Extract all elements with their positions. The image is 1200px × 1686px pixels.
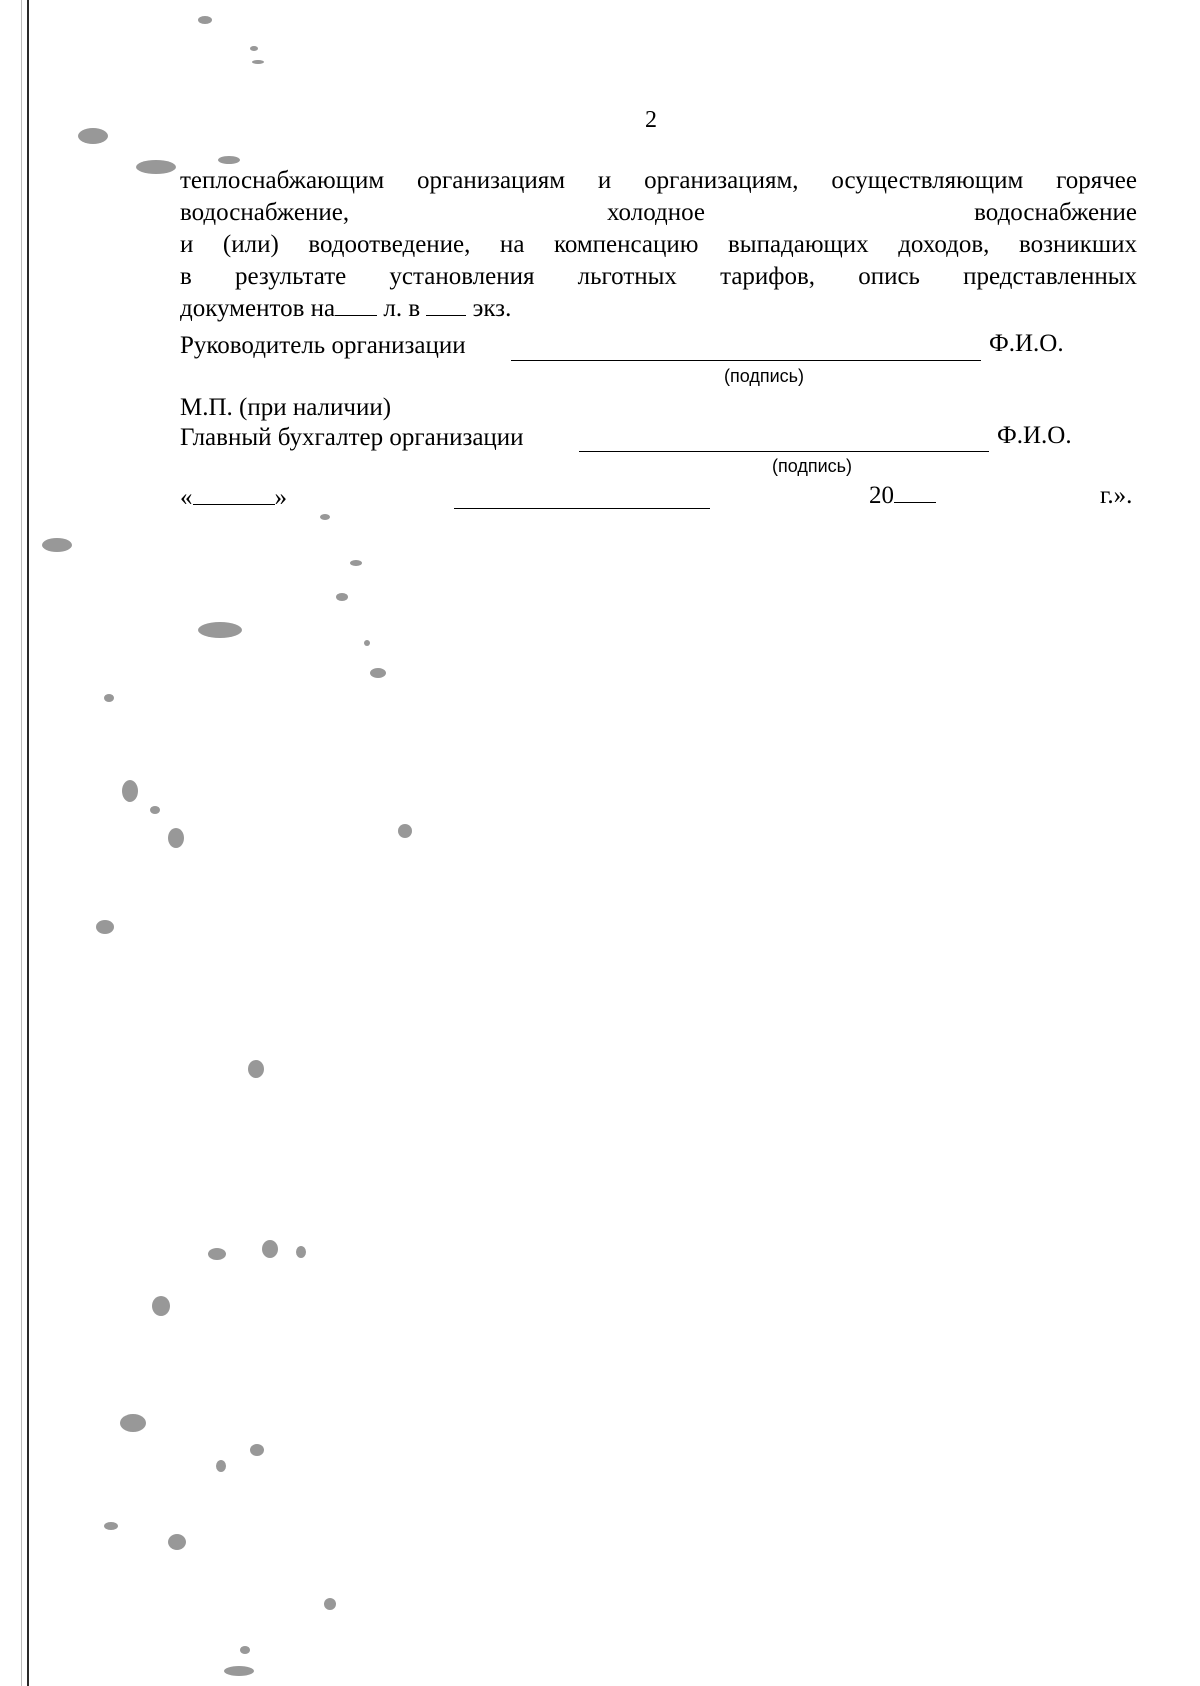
scan-speck	[296, 1246, 306, 1258]
date-open-quote: «	[180, 484, 193, 511]
scan-speck	[168, 1534, 186, 1550]
paragraph-line-2-c: водоснабжение	[974, 199, 1137, 226]
paragraph-line-5-b: л. в	[377, 295, 427, 322]
date-line-suffix: г.».	[1100, 482, 1133, 509]
paragraph-line-1-text: теплоснабжающим организациям и организациям, осуществляющим горячее	[180, 167, 1137, 194]
scan-speck	[250, 1444, 264, 1456]
scan-speck	[240, 1646, 250, 1654]
date-close-quote: »	[274, 484, 287, 511]
paragraph-line-3-text: и (или) водоотведение, на компенсацию выпадающих доходов, возникших	[180, 231, 1137, 258]
head-signature-label: Руководитель организации	[180, 332, 466, 359]
paragraph-line-2-b: холодное	[607, 199, 705, 226]
scan-speck	[42, 538, 72, 552]
scan-speck	[252, 60, 264, 64]
head-signature-line	[511, 360, 981, 361]
sheets-count-blank	[335, 293, 377, 316]
head-signature-caption: (подпись)	[724, 366, 805, 386]
paragraph-line-5	[180, 293, 1137, 325]
paragraph-line-4	[180, 261, 1137, 293]
scan-speck	[104, 694, 114, 702]
scan-edge-faint	[21, 0, 22, 1686]
copies-count-blank	[426, 293, 466, 316]
scan-speck	[208, 1248, 226, 1260]
scan-speck	[350, 560, 362, 566]
day-blank	[193, 482, 275, 505]
paragraph-line-1	[180, 165, 1137, 197]
date-line-day	[180, 482, 287, 514]
stamp-label: М.П. (при наличии)	[180, 394, 392, 421]
accountant-signature-line	[579, 451, 989, 452]
scan-speck	[250, 46, 258, 51]
paragraph-line-5-a: документов на	[180, 295, 336, 322]
scan-speck	[104, 1522, 118, 1530]
paragraph-line-5-c: экз.	[466, 295, 512, 322]
paragraph-line-4-text: в результате установления льготных тарифов, опись представленных	[180, 263, 1137, 290]
scan-speck	[96, 920, 114, 934]
scan-speck	[120, 1414, 146, 1432]
paragraph-line-3	[180, 229, 1137, 261]
scan-speck	[320, 514, 330, 520]
scan-speck	[216, 1460, 226, 1472]
scan-speck	[398, 824, 412, 838]
scan-speck	[198, 16, 212, 24]
month-blank-line	[454, 508, 710, 509]
scan-speck	[122, 780, 138, 802]
scan-speck	[262, 1240, 278, 1258]
scan-speck	[150, 806, 160, 814]
paragraph-line-2-a: водоснабжение,	[180, 199, 350, 226]
scan-speck	[218, 156, 240, 164]
page-number: 2	[645, 107, 657, 133]
scan-edge	[27, 0, 29, 1686]
scan-speck	[152, 1296, 170, 1316]
scan-speck	[78, 128, 108, 144]
scan-speck	[364, 640, 370, 646]
accountant-signature-fio: Ф.И.О.	[997, 422, 1072, 449]
date-line-year	[869, 480, 936, 512]
accountant-signature-label: Главный бухгалтер организации	[180, 424, 524, 451]
year-blank	[894, 480, 936, 503]
scan-speck	[248, 1060, 264, 1078]
scan-speck	[336, 593, 348, 601]
accountant-signature-caption: (подпись)	[772, 456, 853, 476]
scan-speck	[370, 668, 386, 678]
year-prefix: 20	[869, 482, 894, 509]
scan-speck	[136, 160, 176, 174]
scan-speck	[198, 622, 242, 638]
scan-speck	[224, 1666, 254, 1676]
scan-speck	[324, 1598, 336, 1610]
scan-speck	[168, 828, 184, 848]
head-signature-fio: Ф.И.О.	[989, 330, 1064, 357]
